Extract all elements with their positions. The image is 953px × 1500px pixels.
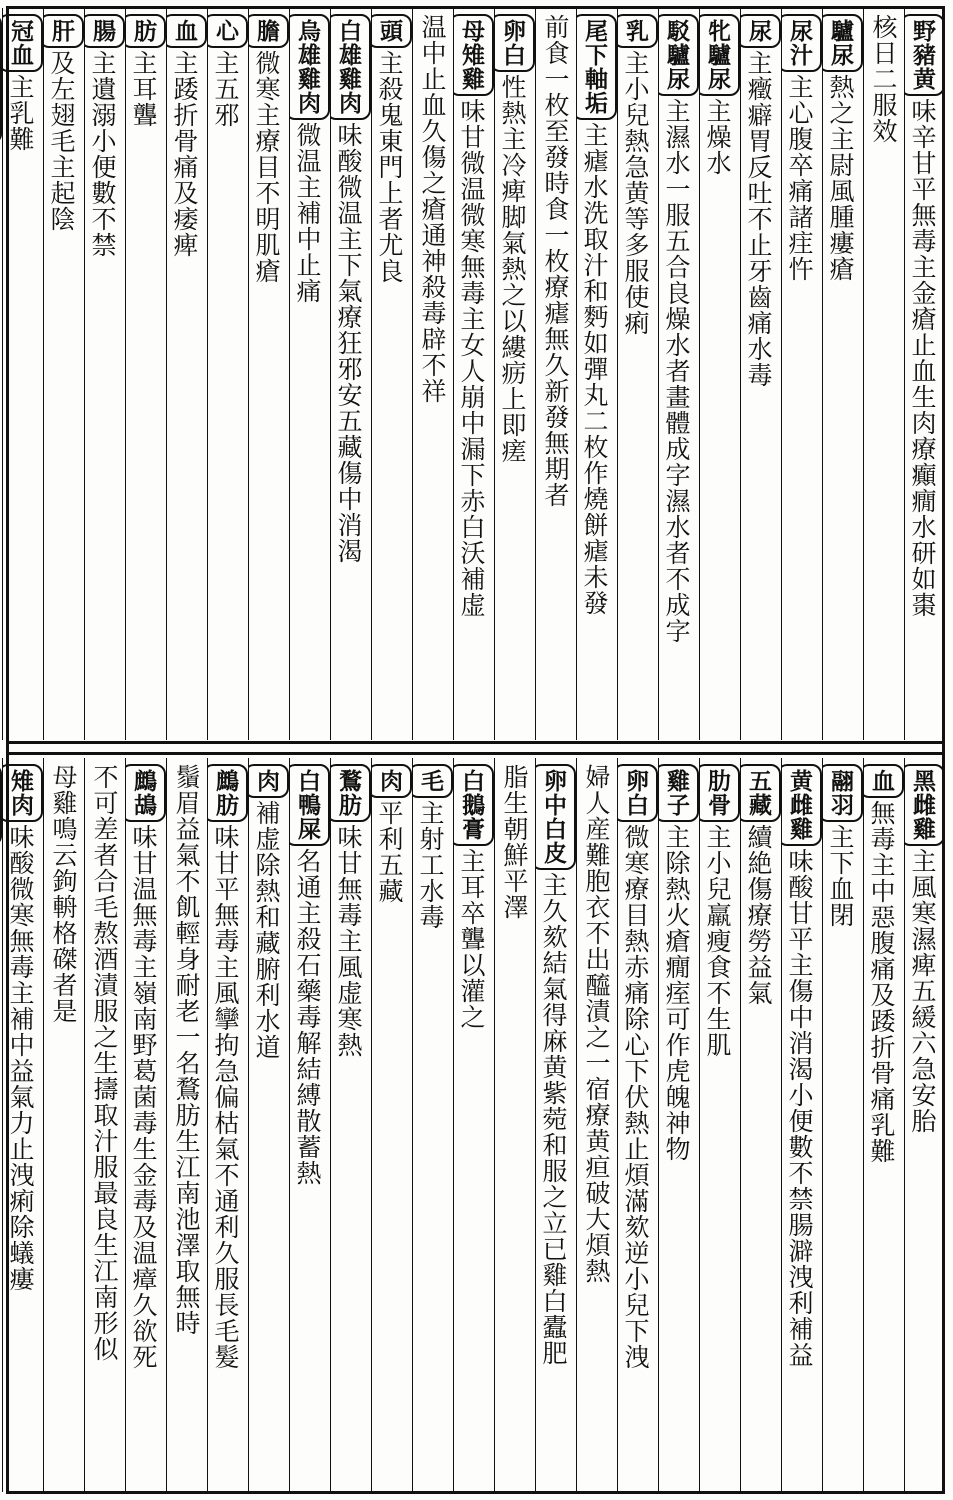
entry-heading: 雞子: [658, 764, 699, 822]
text-column: [43, 758, 84, 1492]
entry-heading: 鷓肪: [207, 764, 248, 822]
text-column: [904, 758, 945, 1492]
entry-heading: 毛: [412, 764, 453, 798]
entry-heading: 鶩肪: [330, 764, 371, 822]
text-column: [822, 8, 863, 740]
entry-text: 味甘微温微寒無毒主女人崩中漏下赤白沃補虚: [457, 98, 486, 618]
entry-text: 主心腹卒痛諸疰忤: [785, 74, 814, 282]
entry-heading: 驢尿: [822, 14, 863, 72]
entry-text: 核日二服效: [869, 14, 898, 144]
entry-text: 不可差者合毛熬酒漬服之生擣取汁服最良生江南形似: [90, 764, 119, 1362]
text-column: [535, 758, 576, 1492]
entry-text: 味甘温無毒主嶺南野葛菌毒生金毒及温瘴久欲死: [129, 824, 158, 1370]
entry-heading: 肉: [371, 764, 412, 798]
entry-heading: 心: [207, 14, 248, 48]
entry-heading: 血: [863, 764, 904, 798]
text-column: [371, 8, 412, 740]
entry-text: 母雞鳴云鉤輈格磔者是: [49, 764, 78, 1024]
text-column: [289, 758, 330, 1492]
text-column: [863, 8, 904, 740]
entry-heading: 牝驢尿: [699, 14, 740, 96]
entry-text: 補虚除熱和藏腑利水道: [252, 800, 281, 1060]
text-column: [863, 758, 904, 1492]
entry-text: 主癥癖胃反吐不止牙齒痛水毒: [744, 50, 773, 388]
entry-heading: 五藏: [740, 764, 781, 822]
text-column: [207, 758, 248, 1492]
text-column: [330, 8, 371, 740]
entry-heading: 白鵝膏: [453, 764, 494, 846]
text-column: [412, 758, 453, 1492]
entry-text: 主瘧水洗取汁和麪如彈丸二枚作燒餅瘧未發: [580, 122, 609, 616]
text-column: [125, 758, 166, 1492]
text-column: [248, 758, 289, 1492]
text-column: [412, 8, 453, 740]
entry-text: 味酸微温主下氣療狂邪安五藏傷中消渴: [334, 122, 363, 564]
text-column: [2, 758, 43, 1492]
entry-text: 主除熱火瘡癇痓可作虎魄神物: [662, 824, 691, 1162]
text-column: [494, 8, 535, 740]
entry-text: 脂生朝鮮平澤: [500, 764, 529, 920]
entry-text: 主五邪: [211, 50, 240, 128]
entry-text: 味辛甘平無毒主金瘡止血生肉療癲癇水研如棗: [908, 98, 937, 618]
entry-text: 味酸微寒無毒主補中益氣力止洩痢除蟻瘻: [6, 824, 35, 1292]
entry-heading: 卵中白皮: [535, 764, 576, 870]
text-column: [740, 758, 781, 1492]
text-column: [576, 8, 617, 740]
entry-heading: 肋骨: [699, 764, 740, 822]
entry-text: 主射工水毒: [416, 800, 445, 930]
entry-text: 微寒療目熱赤痛除心下伏熱止煩滿欬逆小兒下洩: [621, 824, 650, 1370]
text-column: [658, 8, 699, 740]
entry-heading: 冠血: [2, 14, 43, 72]
entry-text: 味酸甘平主傷中消渴小便數不禁腸澼洩利補益: [785, 848, 814, 1368]
entry-text: 主小兒羸瘦食不生肌: [703, 824, 732, 1058]
entry-heading: 駁驢尿: [658, 14, 699, 96]
text-column: [84, 8, 125, 740]
entry-text: 及左翅毛主起陰: [47, 50, 76, 232]
text-column: [166, 8, 207, 740]
entry-text: 平利五藏: [375, 800, 404, 904]
entry-heading: 野豬黄: [904, 14, 945, 96]
text-column: [43, 8, 84, 740]
entry-text: 主濕水一服五合良燥水者畫體成字濕水者不成字: [662, 98, 691, 644]
text-column: [453, 8, 494, 740]
text-column: [371, 758, 412, 1492]
entry-heading: 肝: [43, 14, 84, 48]
entry-heading: 頭: [371, 14, 412, 48]
entry-heading: 尿: [740, 14, 781, 48]
entry-text: 主燥水: [703, 98, 732, 176]
entry-text: 性熱主冷痺脚氣熱之以縷疬上即瘥: [498, 74, 527, 464]
text-column: [166, 758, 207, 1492]
text-column: [2, 8, 43, 740]
entry-heading: 鷓鴣: [125, 764, 166, 822]
text-column: [617, 758, 658, 1492]
entry-heading: 白雄雞肉: [330, 14, 371, 120]
upper-register: [6, 8, 945, 740]
entry-heading: 尾下軸垢: [576, 14, 617, 120]
lower-register: [6, 758, 945, 1492]
entry-text: 主遺溺小便數不禁: [88, 50, 117, 258]
entry-heading: 黑雌雞: [904, 764, 945, 846]
entry-text: 名通主殺石藥毒解結縛散蓄熱: [293, 848, 322, 1186]
entry-heading: 雉肉: [2, 764, 43, 822]
text-column: [781, 758, 822, 1492]
text-column: [904, 8, 945, 740]
entry-text: 鬚眉益氣不飢輕身耐老一名鶩肪生江南池澤取無時: [172, 764, 201, 1336]
entry-text: 味甘無毒主風虚寒熱: [334, 824, 363, 1058]
entry-text: 主殺鬼東門上者尤良: [375, 50, 404, 284]
text-column: [740, 8, 781, 740]
text-column: [330, 758, 371, 1492]
entry-text: 主久欬結氣得麻黄紫菀和服之立已雞白蠹肥: [539, 872, 568, 1366]
text-column: [699, 8, 740, 740]
entry-heading: 血: [166, 14, 207, 48]
text-column: [289, 8, 330, 740]
entry-text: 主耳聾: [129, 50, 158, 128]
entry-text: 微寒主療目不明肌瘡: [252, 50, 281, 284]
text-column: [658, 758, 699, 1492]
entry-text: 主乳難: [6, 74, 35, 152]
text-column: [248, 8, 289, 740]
entry-text: 熱之主尉風腫瘻瘡: [826, 74, 855, 282]
entry-heading: 肪: [125, 14, 166, 48]
entry-text: 前食一枚至發時食一枚療瘧無久新發無期者: [541, 14, 570, 508]
entry-heading: 膽: [248, 14, 289, 48]
entry-text: 主小兒熱急黄等多服使痢: [621, 50, 650, 336]
entry-heading: 黄雌雞: [781, 764, 822, 846]
text-column: [494, 758, 535, 1492]
entry-text: 温中止血久傷之瘡通神殺毒辟不祥: [418, 14, 447, 404]
entry-text: 微温主補中止痛: [293, 122, 322, 304]
entry-heading: 乳: [617, 14, 658, 48]
entry-text: 主下血閉: [826, 824, 855, 928]
entry-text: 味甘平無毒主風攣拘急偏枯氣不通利久服長毛髮: [211, 824, 240, 1370]
entry-heading: 卵白: [617, 764, 658, 822]
middle-divider: [6, 741, 945, 755]
entry-heading: 翮羽: [822, 764, 863, 822]
entry-heading: 腸: [84, 14, 125, 48]
text-column: [453, 758, 494, 1492]
entry-heading: 白鴨屎: [289, 764, 330, 846]
entry-text: 續絶傷療勞益氣: [744, 824, 773, 1006]
entry-heading: 尿汁: [781, 14, 822, 72]
entry-text: 主耳卒聾以灌之: [457, 848, 486, 1030]
entry-text: 主踒折骨痛及痿痺: [170, 50, 199, 258]
text-column: [699, 758, 740, 1492]
text-column: [617, 8, 658, 740]
text-column: [125, 8, 166, 740]
text-column: [822, 758, 863, 1492]
text-column: [207, 8, 248, 740]
text-column: [576, 758, 617, 1492]
entry-text: 主風寒濕痺五緩六急安胎: [908, 848, 937, 1134]
text-column: [535, 8, 576, 740]
entry-heading: 母雉雞: [453, 14, 494, 96]
entry-heading: 烏雄雞肉: [289, 14, 330, 120]
entry-heading: 卵白: [494, 14, 535, 72]
entry-text: 婦人産難胞衣不出醯漬之一宿療黄疸破大煩熱: [582, 764, 611, 1284]
text-column: [781, 8, 822, 740]
text-column: [84, 758, 125, 1492]
entry-text: 無毒主中惡腹痛及踒折骨痛乳難: [867, 800, 896, 1164]
entry-heading: 肉: [248, 764, 289, 798]
